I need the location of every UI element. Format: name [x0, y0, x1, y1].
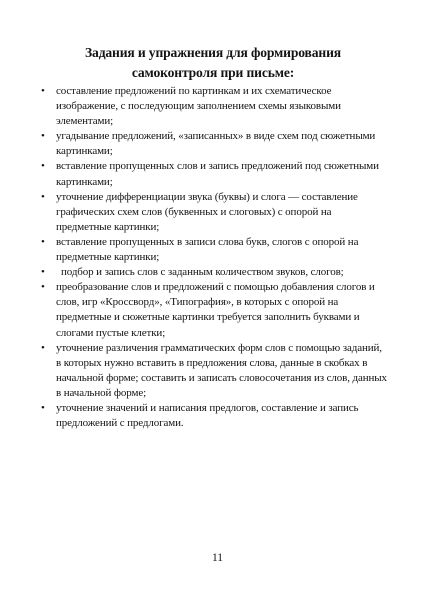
list-item-text: уточнение различения грамматических форм слов с помощью заданий, в которых нужно вставить в предложения слова, данные в скобках в начальной форме; составить и записать словосочетания из слов, данных в начальной форме; [56, 341, 387, 399]
list-item-text: вставление пропущенных в записи слова букв, слогов с опорой на предметные картинки; [56, 235, 359, 264]
bullet-icon: • [41, 190, 45, 203]
list-item [41, 341, 387, 401]
bullet-icon: • [41, 85, 45, 97]
list-item [41, 84, 387, 129]
list-item-text: уточнение дифференциации звука (буквы) и слога — составление графических схем слов (буквенных и слоговых) с опорой на предметные картинки; [56, 190, 358, 233]
list-item-text: преобразование слов и предложений с помощью добавления слогов и слов, игр «Кроссворд», «Типография», в которых с опорой на предметные и сюжетные картинки требуется заполнить буквами и слогами пустые клетки; [56, 281, 375, 339]
list-item [41, 280, 387, 340]
list-item [41, 159, 387, 189]
title-line-1: Задания и упражнения для формирования [85, 45, 341, 60]
list-item-text: вставление пропущенных слов и запись предложений под сюжетными картинками; [56, 160, 379, 188]
list-item [41, 129, 387, 159]
bullet-icon: • [41, 341, 45, 354]
bullet-icon: • [41, 160, 45, 173]
bullet-icon: • [41, 266, 45, 279]
title-line-2: самоконтроля при письме: [131, 65, 295, 80]
list-item [41, 190, 387, 235]
list-item [41, 235, 387, 265]
list-item [41, 401, 387, 431]
list-item-text: составление предложений по картинкам и их схематическое изображение, с последующим заполнением схемы языковыми элементами; [56, 85, 341, 128]
list-item-text: уточнение значений и написания предлогов, составление и запись предложений с предлогами. [56, 401, 359, 430]
bullet-icon: • [41, 235, 45, 248]
page-title [54, 43, 372, 83]
list-item-text: угадывание предложений, «записанных» в виде схем под сюжетными картинками; [56, 130, 376, 158]
list-item-text: подбор и запись слов с заданным количеством звуков, слогов; [61, 266, 344, 279]
bullet-icon: • [41, 130, 45, 143]
bullet-icon: • [41, 281, 45, 294]
bullet-icon: • [41, 401, 45, 414]
list-item [41, 265, 387, 280]
page-number: 11 [211, 552, 224, 564]
exercise-list [41, 84, 387, 431]
